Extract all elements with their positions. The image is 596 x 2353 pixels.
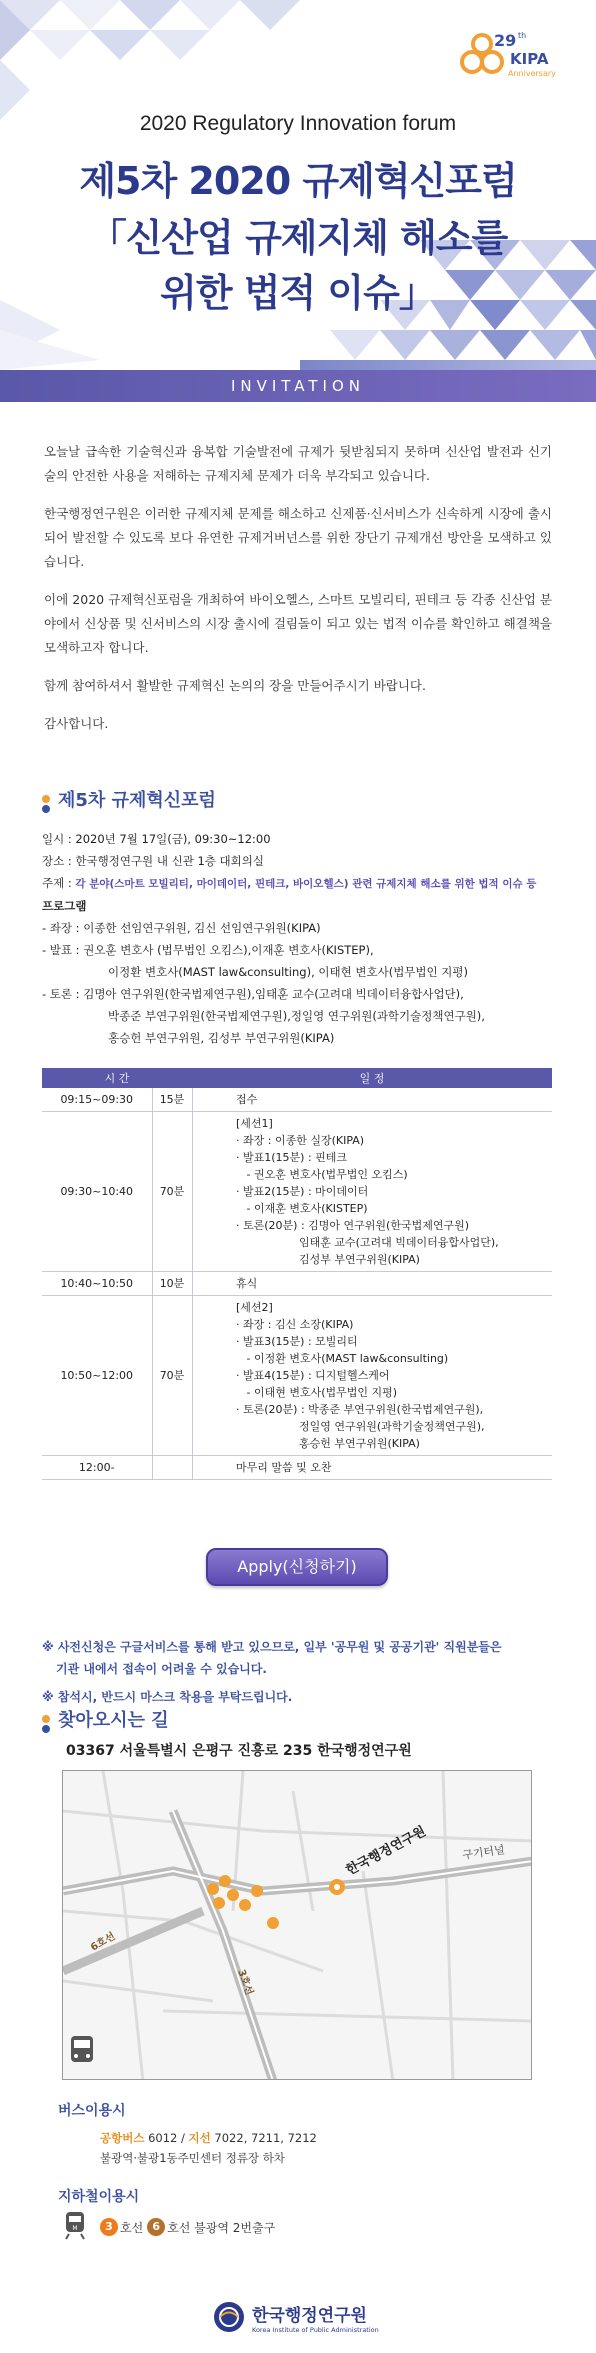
forum-english-title: 2020 Regulatory Innovation forum (139, 112, 457, 135)
schedule-program (232, 1112, 552, 1272)
airport-bus-number: 6012 / (144, 2131, 189, 2145)
schedule-program-line: - 이정환 변호사(MAST law&consulting) (236, 1352, 449, 1365)
forum-topic (42, 872, 562, 895)
schedule-program-line: · 발표2(15분) : 마이데이터 (236, 1185, 369, 1198)
line-3-label: 호선 (120, 2220, 144, 2235)
schedule-program-line: 휴식 (236, 1277, 258, 1290)
schedule-duration: 70분 (152, 1296, 192, 1456)
logo-anniversary: Anniversary (508, 69, 556, 78)
intro-paragraph-2: 한국행정연구원은 이러한 규제지체 문제를 해소하고 신제품·신서비스가 신속하게 시장에 출시되어 발전할 수 있도록 보다 유연한 규제거버넌스를 위한 장단기 규제개선 방안을 모색하고 있습니다. (44, 506, 552, 569)
logo-th: th (518, 31, 527, 40)
schedule-duration (152, 1456, 192, 1480)
schedule-program (232, 1272, 552, 1296)
header-time: 시 간 (42, 1068, 192, 1088)
schedule-program-line: - 이재훈 변호사(KISTEP) (236, 1202, 368, 1215)
bus-heading: 버스이용시 (58, 2103, 126, 2119)
topic-label: 주제 : (42, 876, 76, 890)
header-program: 일 정 (192, 1068, 552, 1088)
schedule-program-line: 접수 (236, 1093, 258, 1106)
schedule-header-row (42, 1068, 552, 1088)
intro-text (44, 440, 552, 750)
schedule-spacer (192, 1272, 232, 1296)
line-3-badge: 3 (100, 2218, 118, 2236)
intro-paragraph-5: 감사합니다. (44, 716, 109, 731)
forum-discussants-3: 홍승헌 부연구위원, 김성부 부연구위원(KIPA) (108, 1031, 335, 1045)
map-target-label: 한국행정연구원 (343, 1824, 429, 1879)
forum-info (42, 828, 562, 1049)
schedule-row (42, 1296, 552, 1456)
forum-presenters-1: - 발표 : 권오훈 변호사 (법무법인 오킴스),이재훈 변호사(KISTEP), (42, 943, 374, 957)
invitation-bar: INVITATION (0, 370, 596, 402)
location-map (62, 1770, 532, 2080)
schedule-program-line: · 발표1(15분) : 핀테크 (236, 1151, 348, 1164)
schedule-program-line: 정일영 연구위원(과학기술정책연구원), (236, 1420, 485, 1433)
schedule-program-line: 김성부 부연구위원(KIPA) (236, 1253, 420, 1266)
topic-text: 각 분야(스마트 모빌리티, 마이데이터, 핀테크, 바이오헬스) 관련 규제지체 해소를 위한 법적 이슈 등 (75, 878, 537, 890)
bus-lines (100, 2128, 317, 2148)
schedule-program-line: · 토론(20분) : 김명아 연구위원(한국법제연구원) (236, 1219, 469, 1232)
title-line-2: 「신산업 규제지체 해소를 (88, 216, 508, 260)
forum-chair: - 좌장 : 이종한 선임연구위원, 김신 선임연구위원(KIPA) (42, 921, 321, 935)
forum-presenters-2: 이정환 변호사(MAST law&consulting), 이태현 변호사(법무법인 지평) (108, 965, 468, 979)
bus-stop: 불광역·불광1동주민센터 정류장 하차 (100, 2151, 285, 2165)
forum-discussants-2: 박종준 부연구위원(한국법제연구원),정일영 연구위원(과학기술정책연구원), (108, 1009, 485, 1023)
schedule-program-line: · 좌장 : 김신 소장(KIPA) (236, 1318, 354, 1331)
notice-block (42, 1636, 562, 1714)
bullet-icon (42, 1715, 50, 1723)
title-line-1: 제5차 2020 규제혁신포럼 (79, 159, 517, 203)
schedule-spacer (192, 1456, 232, 1480)
schedule-program-line: 홍승헌 부연구위원(KIPA) (236, 1437, 420, 1450)
schedule-row (42, 1456, 552, 1480)
bus-icon (71, 2036, 93, 2062)
intro-paragraph-1: 오늘날 급속한 기술혁신과 융복합 기술발전에 규제가 뒷받침되지 못하며 신산업 발전과 신기술의 안전한 사용을 저해하는 규제지체 문제가 더욱 부각되고 있습니다. (44, 444, 552, 483)
schedule-program-line: [세션1] (236, 1117, 273, 1130)
map-graphic (63, 1771, 532, 2080)
subway-heading: 지하철이용시 (58, 2189, 140, 2205)
subway-info (100, 2218, 275, 2236)
intro-paragraph-3: 이에 2020 규제혁신포럼을 개최하여 바이오헬스, 스마트 모빌리티, 핀테크 등 각종 신산업 분야에서 신상품 및 신서비스의 시장 출시에 걸림돌이 되고 있는 법적 이슈를 확인하고 해결책을 모색하고자 합니다. (44, 592, 552, 655)
subway-icon (64, 2210, 86, 2240)
branch-bus-numbers: 7022, 7211, 7212 (210, 2131, 317, 2145)
schedule-spacer (192, 1088, 232, 1112)
forum-date: 일시 : 2020년 7월 17일(금), 09:30~12:00 (42, 832, 271, 846)
bus-info (100, 2128, 317, 2168)
schedule-table (42, 1068, 552, 1480)
branch-bus-label: 지선 (188, 2131, 211, 2145)
schedule-duration: 10분 (152, 1272, 192, 1296)
schedule-program-line: · 발표3(15분) : 모빌리티 (236, 1335, 358, 1348)
footer-logo (212, 2300, 379, 2334)
intro-paragraph-4: 함께 참여하셔서 활발한 규제혁신 논의의 장을 만들어주시기 바랍니다. (44, 678, 426, 693)
kipa-29th-anniversary-logo (448, 24, 568, 86)
logo-number: 29 (494, 31, 517, 50)
schedule-program (232, 1296, 552, 1456)
forum-discussants-1: - 토론 : 김명아 연구위원(한국법제연구원),임태훈 교수(고려대 빅데이터융합사업단), (42, 987, 464, 1001)
notice-1-line-2: 기관 내에서 접속이 어려울 수 있습니다. (56, 1662, 267, 1676)
notice-1 (42, 1636, 562, 1680)
address: 03367 서울특별시 은평구 진흥로 235 한국행정연구원 (66, 1743, 412, 1759)
schedule-time: 10:40~10:50 (42, 1272, 152, 1296)
schedule-program-line: - 이태현 변호사(법무법인 지평) (236, 1386, 398, 1399)
schedule-spacer (192, 1296, 232, 1456)
schedule-duration: 70분 (152, 1112, 192, 1272)
title-line-3: 위한 법적 이슈」 (160, 271, 436, 315)
schedule-program-line: 마무리 말씀 및 오찬 (236, 1461, 332, 1474)
location-section-heading (42, 1706, 169, 1732)
schedule-program (232, 1456, 552, 1480)
schedule-row (42, 1112, 552, 1272)
line-6-badge: 6 (147, 2218, 165, 2236)
schedule-program-line: - 권오훈 변호사(법무법인 오킴스) (236, 1168, 408, 1181)
location-heading: 찾아오시는 길 (58, 1710, 169, 1731)
schedule-spacer (192, 1112, 232, 1272)
schedule-program-line: · 토론(20분) : 박종준 부연구위원(한국법제연구원), (236, 1403, 484, 1416)
svg-text:M: M (72, 2225, 78, 2232)
forum-section-heading (42, 786, 216, 812)
notice-2: ※ 참석시, 반드시 마스크 착용을 부탁드립니다. (42, 1690, 293, 1704)
footer-org-name-en: Korea Institute of Public Administration (252, 2325, 379, 2334)
program-label: 프로그램 (42, 899, 87, 913)
map-road-label: 구기터널 (461, 1843, 506, 1862)
schedule-program-line: · 발표4(15분) : 디지털헬스케어 (236, 1369, 390, 1382)
schedule-row (42, 1088, 552, 1112)
schedule-program (232, 1088, 552, 1112)
logo-kipa: KIPA (510, 50, 549, 68)
apply-button[interactable]: Apply(신청하기) (206, 1548, 388, 1586)
schedule-program-line: 임태훈 교수(고려대 빅데이터융합사업단), (236, 1236, 499, 1249)
kipa-emblem-icon (212, 2300, 246, 2334)
forum-heading: 제5차 규제혁신포럼 (58, 790, 216, 811)
footer-org-name: 한국행정연구원 (252, 2305, 367, 2326)
map-line3-label: 3호선 (235, 1968, 255, 1997)
schedule-time: 10:50~12:00 (42, 1296, 152, 1456)
line-6-label: 호선 불광역 2번출구 (167, 2220, 276, 2235)
forum-place: 장소 : 한국행정연구원 내 신관 1층 대회의실 (42, 854, 264, 868)
schedule-time: 09:30~10:40 (42, 1112, 152, 1272)
schedule-row (42, 1272, 552, 1296)
schedule-program-line: [세션2] (236, 1301, 273, 1314)
schedule-program-line: · 좌장 : 이종한 실장(KIPA) (236, 1134, 365, 1147)
schedule-duration: 15분 (152, 1088, 192, 1112)
schedule-time: 12:00- (42, 1456, 152, 1480)
schedule-body (42, 1088, 552, 1480)
header-banner (0, 0, 596, 370)
schedule-time: 09:15~09:30 (42, 1088, 152, 1112)
map-line6-label: 6호선 (89, 1930, 118, 1954)
notice-1-line-1: ※ 사전신청은 구글서비스를 통해 받고 있으므로, 일부 '공무원 및 공공기관' 직원분들은 (42, 1640, 502, 1654)
bullet-icon (42, 795, 50, 803)
airport-bus-label: 공항버스 (100, 2131, 145, 2145)
